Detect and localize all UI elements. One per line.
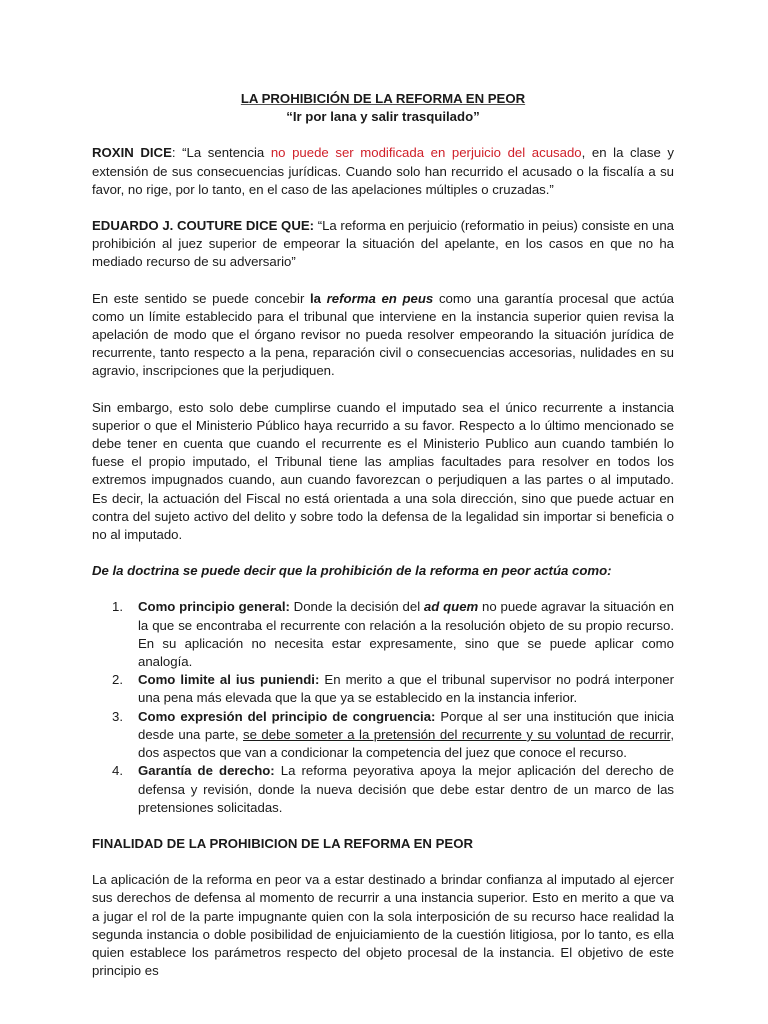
list-item <box>92 598 674 671</box>
list-item-text: no puede agravar la situación en la que se encontraba el recurrente con relación a la resolución objeto de su propio recurso. En su aplicación no necesita estar expresamente, sino que se puede aplicar como analogía. <box>138 599 674 670</box>
roxin-rest: , en la clase y extensión de sus consecuencias jurídicas. Cuando solo han recurrido el acusado o la fiscalía a su favor, no rige, por lo tanto, en el caso de las apelaciones múltiples o cruzadas.” <box>92 145 675 197</box>
list-item-label: Como principio general: <box>138 599 290 615</box>
roxin-sep: : “La sentencia <box>171 145 271 161</box>
list-item-text: Donde la decisión del <box>289 599 424 615</box>
list-item-underlined: se debe someter a la pretensión del recurrente y su voluntad de recurrir <box>243 726 671 742</box>
list-item-text: Porque al ser una institución que inicia desde una parte, <box>138 708 674 742</box>
list-item-label: Como expresión del principio de congruencia: <box>138 708 436 724</box>
paragraph-finalidad: La aplicación de la reforma en peor va a estar destinado a brindar confianza al imputado al ejercer sus derechos de defensa al momento de recurrir a una instancia superior. Esto en merito a que va a jugar el rol de la parte impugnante quien con la sola interposición de su recurso hace realidad la segunda instancia o doble posibilidad de enjuiciamiento de la cuestión litigiosa, por lo tanto, es ella quien establece los parámetros respecto del objeto procesal de la instancia. El objetivo de este principio es <box>92 872 674 979</box>
list-item <box>92 671 674 707</box>
list-item-text: En merito a que el tribunal supervisor no podrá interponer una pena más elevada que la que ya se establecido en la instancia inferior. <box>138 672 675 706</box>
list-item-text: , dos aspectos que van a condicionar la competencia del juez que conoce el recurso. <box>138 726 674 761</box>
roxin-highlight: no puede ser modificada en perjuicio del acusado <box>270 145 582 161</box>
doctrina-list <box>92 598 674 816</box>
p1-text-c: como una garantía procesal que actúa como un límite establecido para el tribunal que interviene en la instancia superior quien revisa la apelación de modo que el órgano revisor no pueda resolver empeorando la situación jurídica de recurrente, tanto respecto a la pena, reparación civil o consecuencias accesorias, nulidades en su agravio, inscripciones que la perjudiquen. <box>92 290 675 379</box>
document-title: LA PROHIBICIÓN DE LA REFORMA EN PEOR <box>240 91 526 106</box>
couture-label: EDUARDO J. COUTURE DICE QUE: <box>92 218 315 234</box>
couture-text: “La reforma en perjuicio (reformatio in peius) consiste en una prohibición al juez superior de empeorar la situación del apelante, en los casos en que no ha mediado recurso de su adversario” <box>92 218 674 270</box>
p1-bold-italic: reforma en peus <box>326 290 434 306</box>
list-number: 4. <box>112 763 123 779</box>
p1-text-a: En este sentido se puede concebir <box>92 290 310 306</box>
list-item <box>92 708 674 763</box>
list-item-text: La reforma peyorativa apoya la mejor aplicación del derecho de defensa y revisión, donde la nueva decisión que debe estar dentro de un marco de las pretensiones solicitadas. <box>138 763 674 815</box>
document-title-block <box>92 90 674 126</box>
list-item-label: Garantía de derecho: <box>138 763 275 779</box>
document-subtitle: “Ir por lana y salir trasquilado” <box>286 109 480 125</box>
roxin-label: ROXIN DICE <box>92 145 172 161</box>
doctrina-heading: De la doctrina se puede decir que la prohibición de la reforma en peor actúa como: <box>92 563 612 579</box>
list-number: 2. <box>112 672 123 688</box>
paragraph-garantia <box>92 290 674 381</box>
paragraph-sin-embargo: Sin embargo, esto solo debe cumplirse cuando el imputado sea el único recurrente a instancia superior o que el Ministerio Público haya recurrido a su favor. Respecto a lo último mencionado se debe tener en cuenta que cuando el recurrente es el Ministerio Publico aun cuando también lo fuese el propio imputado, el Tribunal tiene las amplias facultades para resolver en todos los extremos impugnados cuando, aun cuando favorezcan o perjudiquen a las partes o al imputado. Es decir, la actuación del Fiscal no está orientada a una sola dirección, sino que puede actuar en contra del sujeto activo del delito y sobre todo la defensa de la legalidad sin importar si beneficia o no al imputado. <box>92 399 674 543</box>
roxin-quote <box>92 144 674 199</box>
couture-quote <box>92 217 674 272</box>
finalidad-heading: FINALIDAD DE LA PROHIBICION DE LA REFORMA EN PEOR <box>92 835 473 851</box>
list-number: 1. <box>112 599 123 615</box>
list-item-label: Como limite al ius puniendi: <box>138 672 320 688</box>
list-item <box>92 762 674 817</box>
p1-bold: la <box>310 290 327 306</box>
list-number: 3. <box>112 708 123 724</box>
document-body <box>92 90 674 980</box>
list-item-emphasis: ad quem <box>423 599 479 615</box>
